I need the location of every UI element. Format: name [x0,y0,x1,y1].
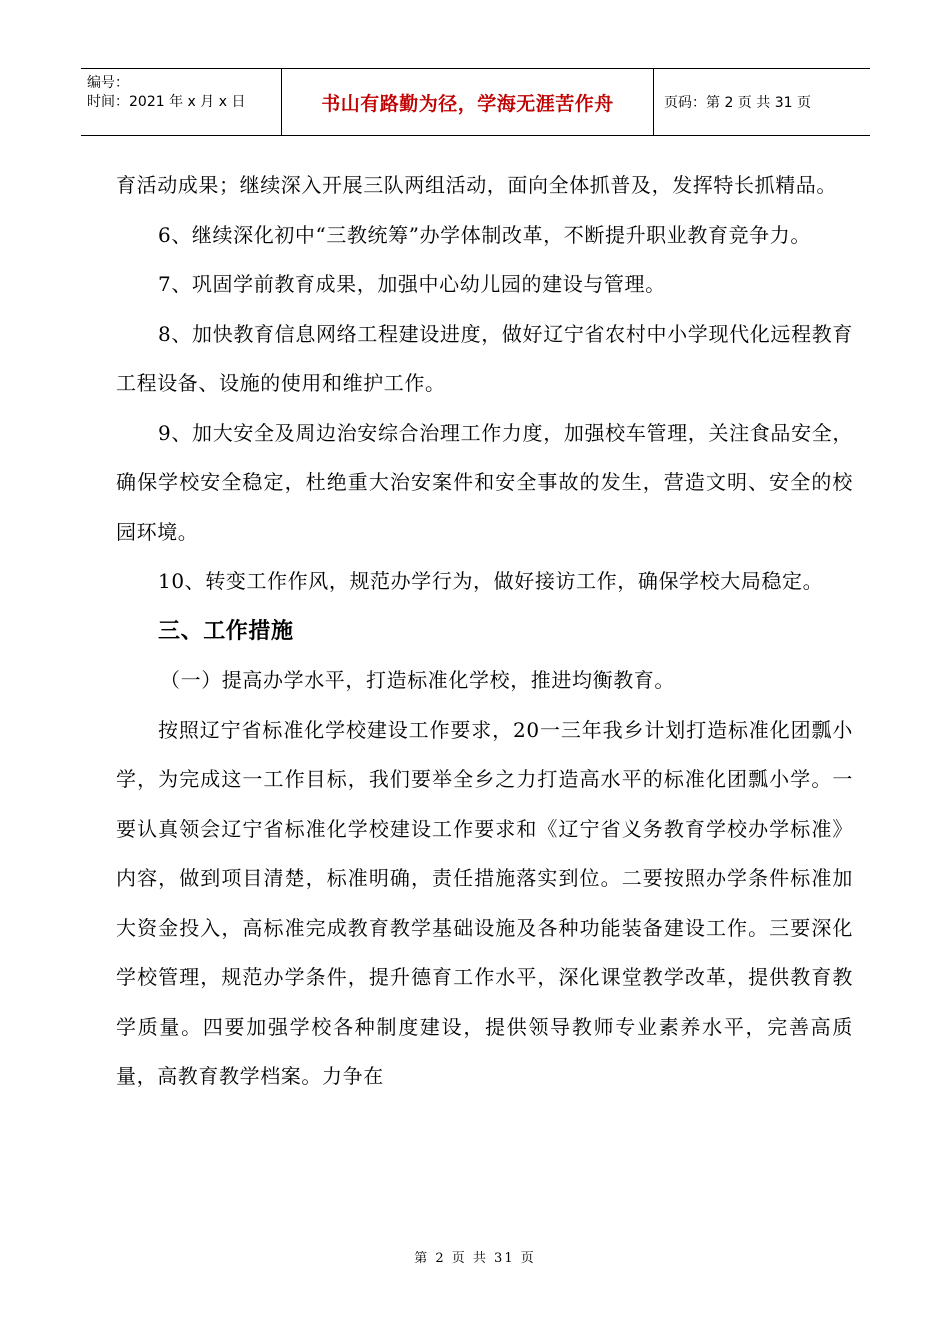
paragraph: 6、继续深化初中“三教统筹”办学体制改革，不断提升职业教育竞争力。 [158,222,811,247]
paragraph: 按照辽宁省标准化学校建设工作要求，20一三年我乡计划打造标准化团瓢小学，为完成这一工作目标，我们要举全乡之力打造高水平的标准化团瓢小学。一要认真领会辽宁省标准化学校建设工作要求和《辽宁省义务教育学校办学标准》内容，做到项目清楚，标准明确，责任措施落实到位。二要按照办学条件标准加大资金投入，高标准完成教育教学基础设施及各种功能装备建设工作。三要深化学校管理，规范办学条件，提升德育工作水平，深化课堂教学改革，提供教育教学质量。四要加强学校各种制度建设，提供领导教师专业素养水平，完善高质量，高教育教学档案。力争在 [116,717,853,1088]
paragraph: 10、转变工作作风，规范办学行为，做好接访工作，确保学校大局稳定。 [158,569,824,593]
paragraph: 9、加大安全及周边治安综合治理工作力度，加强校车管理，关注食品安全，确保学校安全稳定，杜绝重大治安案件和安全事故的发生，营造文明、安全的校园环境。 [116,420,853,544]
header-motto: 书山有路勤为径，学海无涯苦作舟 [321,92,614,115]
header-meta-cell [81,69,282,135]
document-number-label: 编号： [87,75,129,91]
header-page-cell [654,69,870,135]
document-body [116,161,853,1102]
document-date: 时间：2021 年 x 月 x 日 [87,94,246,110]
paragraph: 7、巩固学前教育成果，加强中心幼儿园的建设与管理。 [158,272,666,296]
subsection-heading: （一）提高办学水平，打造标准化学校，推进均衡教育。 [160,668,675,692]
header-page-info: 页码：第 2 页 共 31 页 [664,95,811,111]
page-footer: 第 2 页 共 31 页 [414,1251,536,1266]
paragraph: 育活动成果；继续深入开展三队两组活动，面向全体抓普及，发挥特长抓精品。 [116,173,837,197]
header-motto-cell [282,69,654,135]
paragraph: 8、加快教育信息网络工程建设进度，做好辽宁省农村中小学现代化远程教育工程设备、设施的使用和维护工作。 [116,321,853,395]
section-heading: 三、工作措施 [158,618,294,644]
page-header [81,68,870,136]
